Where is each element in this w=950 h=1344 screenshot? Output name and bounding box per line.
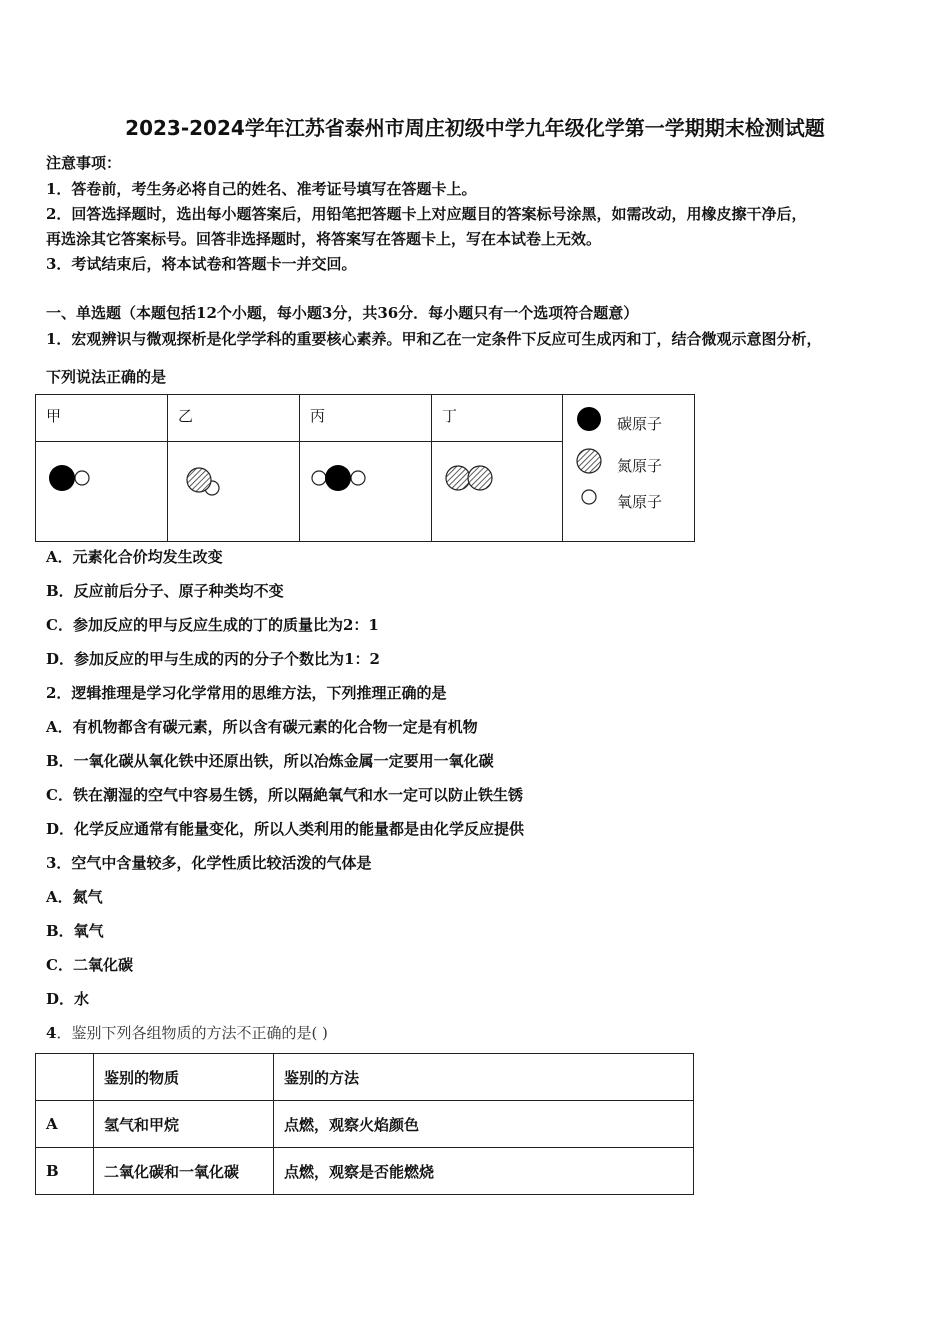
q2-option-b: B．一氧化碳从氧化铁中还原出铁，所以冶炼金属一定要用一氧化碳 [46,752,494,770]
table-cell: 二氧化碳和一氧化碳 [94,1148,274,1195]
carbon-atom-icon [575,405,603,433]
co2-molecule-icon [308,460,378,500]
table-cell: 点燃，观察火焰颜色 [274,1101,694,1148]
notice-item: 再选涂其它答案标号。回答非选择题时，将答案写在答题卡上，写在本试卷上无效。 [46,230,602,248]
table-header-cell: 鉴别的物质 [94,1054,274,1101]
notice-item: 1．答卷前，考生务必将自己的姓名、准考证号填写在答题卡上。 [46,180,477,198]
page-title: 2023-2024学年江苏省泰州市周庄初级中学九年级化学第一学期期末检测试题 [125,116,825,140]
notice-heading: 注意事项： [46,154,122,172]
q1-option-d: D．参加反应的甲与生成的丙的分子个数比为1：2 [46,650,380,668]
q2-stem: 2．逻辑推理是学习化学常用的思维方法，下列推理正确的是 [46,684,447,702]
header-bing: 丙 [300,395,432,442]
molecule-jia [36,442,168,542]
table-cell: 氢气和甲烷 [94,1101,274,1148]
q3-stem: 3．空气中含量较多，化学性质比较活泼的气体是 [46,854,372,872]
q2-option-d: D．化学反应通常有能量变化，所以人类利用的能量都是由化学反应提供 [46,820,525,838]
table-header-row [36,1054,694,1101]
q1-option-c: C．参加反应的甲与反应生成的丁的质量比为2：1 [46,616,379,634]
n2-molecule-icon [440,460,510,500]
legend-oxygen: 氧原子 [575,481,662,512]
table-cell: B [36,1148,94,1195]
co-molecule-icon [44,460,104,500]
molecule-yi [168,442,300,542]
header-jia: 甲 [36,395,168,442]
table-row [36,1148,694,1195]
header-yi: 乙 [168,395,300,442]
table-row [36,1101,694,1148]
molecule-bing [300,442,432,542]
q1-stem-line2: 下列说法正确的是 [46,368,167,386]
table-header-cell: 鉴别的方法 [274,1054,694,1101]
table-cell: 点燃，观察是否能燃烧 [274,1148,694,1195]
q3-option-d: D．水 [46,990,90,1008]
notice-item: 2．回答选择题时，选出每小题答案后，用铅笔把答题卡上对应题目的答案标号涂黑，如需改动，用橡皮擦干净后， [46,205,807,223]
molecule-diagram-table [35,394,695,542]
q3-option-c: C．二氧化碳 [46,956,133,974]
no-molecule-icon [176,460,236,500]
q1-option-b: B．反应前后分子、原子种类均不变 [46,582,284,600]
nitrogen-atom-icon [575,447,603,475]
notice-item: 3．考试结束后，将本试卷和答题卡一并交回。 [46,255,357,273]
atom-legend [563,395,695,542]
q2-option-c: C．铁在潮湿的空气中容易生锈，所以隔絶氧气和水一定可以防止铁生锈 [46,786,523,804]
q2-option-a: A．有机物都含有碳元素，所以含有碳元素的化合物一定是有机物 [46,718,478,736]
legend-nitrogen: 氮原子 [575,445,662,476]
q1-stem-line1: 1．宏观辨识与微观探析是化学学科的重要核心素养。甲和乙在一定条件下反应可生成丙和丁，结合微观示意图分析， [46,330,822,348]
header-ding: 丁 [432,395,563,442]
oxygen-atom-icon [575,487,603,507]
legend-carbon: 碳原子 [575,403,662,434]
q4-table [35,1053,694,1195]
q1-option-a: A．元素化合价均发生改变 [46,548,223,566]
q3-option-a: A．氮气 [46,888,103,906]
molecule-ding [432,442,563,542]
table-cell: A [36,1101,94,1148]
q4-stem: 4．鉴别下列各组物质的方法不正确的是( ) [46,1024,328,1042]
q3-option-b: B．氧气 [46,922,104,940]
section-heading: 一、单选题（本题包括12个小题，每小题3分，共36分．每小题只有一个选项符合题意） [46,304,639,322]
table-header-cell [36,1054,94,1101]
